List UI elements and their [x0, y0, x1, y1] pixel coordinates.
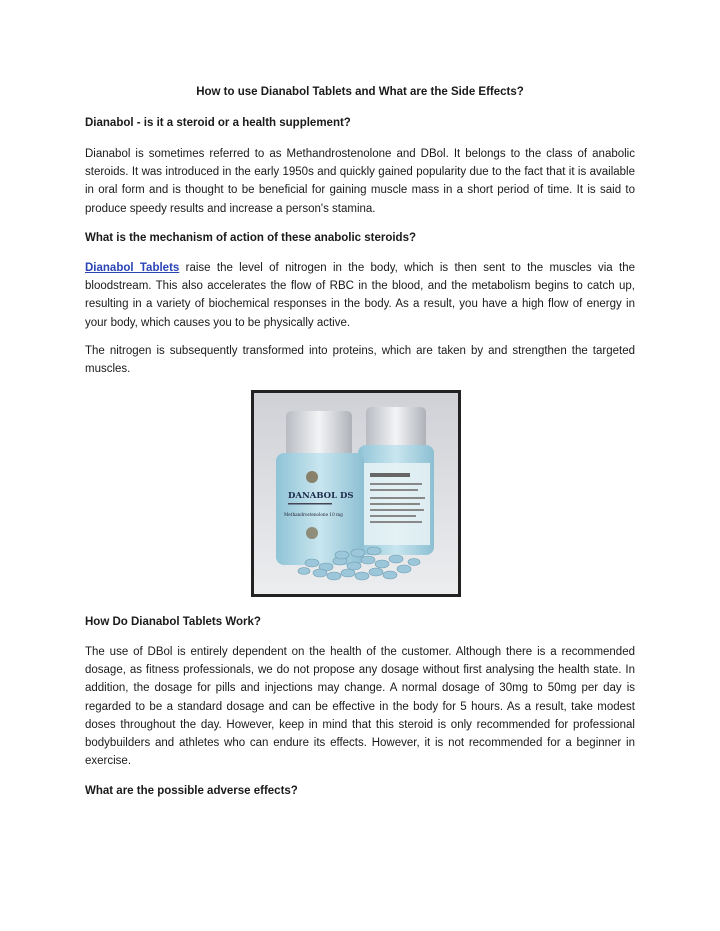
section-heading-steroid: Dianabol - is it a steroid or a health supplement? — [85, 117, 351, 129]
document-title: How to use Dianabol Tablets and What are the Side Effects? — [196, 86, 524, 98]
bottles-illustration — [254, 393, 458, 594]
product-photo — [251, 390, 461, 597]
bottle-dose-label: Methandrostenolone 10 mg — [284, 512, 343, 517]
paragraph-how-work: The use of DBol is entirely dependent on the health of the customer. Although there is a recommended dosage, as fitness professionals, we do not propose any dosage without first analysing the health state. In addition, the dosage for pills and injections may change. A normal dosage of 30mg to 50mg per day is regarded to be a standard dosage and can be effective in the body for 5 hours. As a result, take modest doses throughout the day. However, keep in mind that this steroid is only recommended for professional bodybuilders and athletes who can endure its effects. However, it is not recommended for a beginner in exercise. — [85, 646, 635, 768]
paragraph-nitrogen: The nitrogen is subsequently transformed into proteins, which are taken by and strengthen the targeted muscles. — [85, 345, 635, 376]
paragraph-mechanism-text: raise the level of nitrogen in the body, which is then sent to the muscles via the bloodstream. This also accelerates the flow of RBC in the blood, and the metabolism begins to catch up, resulting in a variety of biochemical responses in the body. As a result, you have a high flow of energy in your body, which causes you to be physically active. — [85, 262, 635, 329]
bottle-front — [276, 411, 364, 565]
paragraph-steroid: Dianabol is sometimes referred to as Methandrostenolone and DBol. It belongs to the class of anabolic steroids. It was introduced in the early 1950s and quickly gained popularity due to the fact that it is available in oral form and is thought to be beneficial for gaining muscle mass in a short period of time. It is said to produce speedy results and increase a person's stamina. — [85, 148, 635, 215]
section-heading-adverse: What are the possible adverse effects? — [85, 785, 298, 797]
dianabol-tablets-link[interactable]: Dianabol Tablets — [85, 262, 180, 274]
bottle-brand-label: DANABOL DS — [288, 491, 354, 501]
section-heading-how-work: How Do Dianabol Tablets Work? — [85, 616, 261, 628]
paragraph-mechanism — [85, 259, 635, 332]
section-heading-mechanism: What is the mechanism of action of these anabolic steroids? — [85, 232, 417, 244]
bottle-back — [358, 407, 434, 555]
